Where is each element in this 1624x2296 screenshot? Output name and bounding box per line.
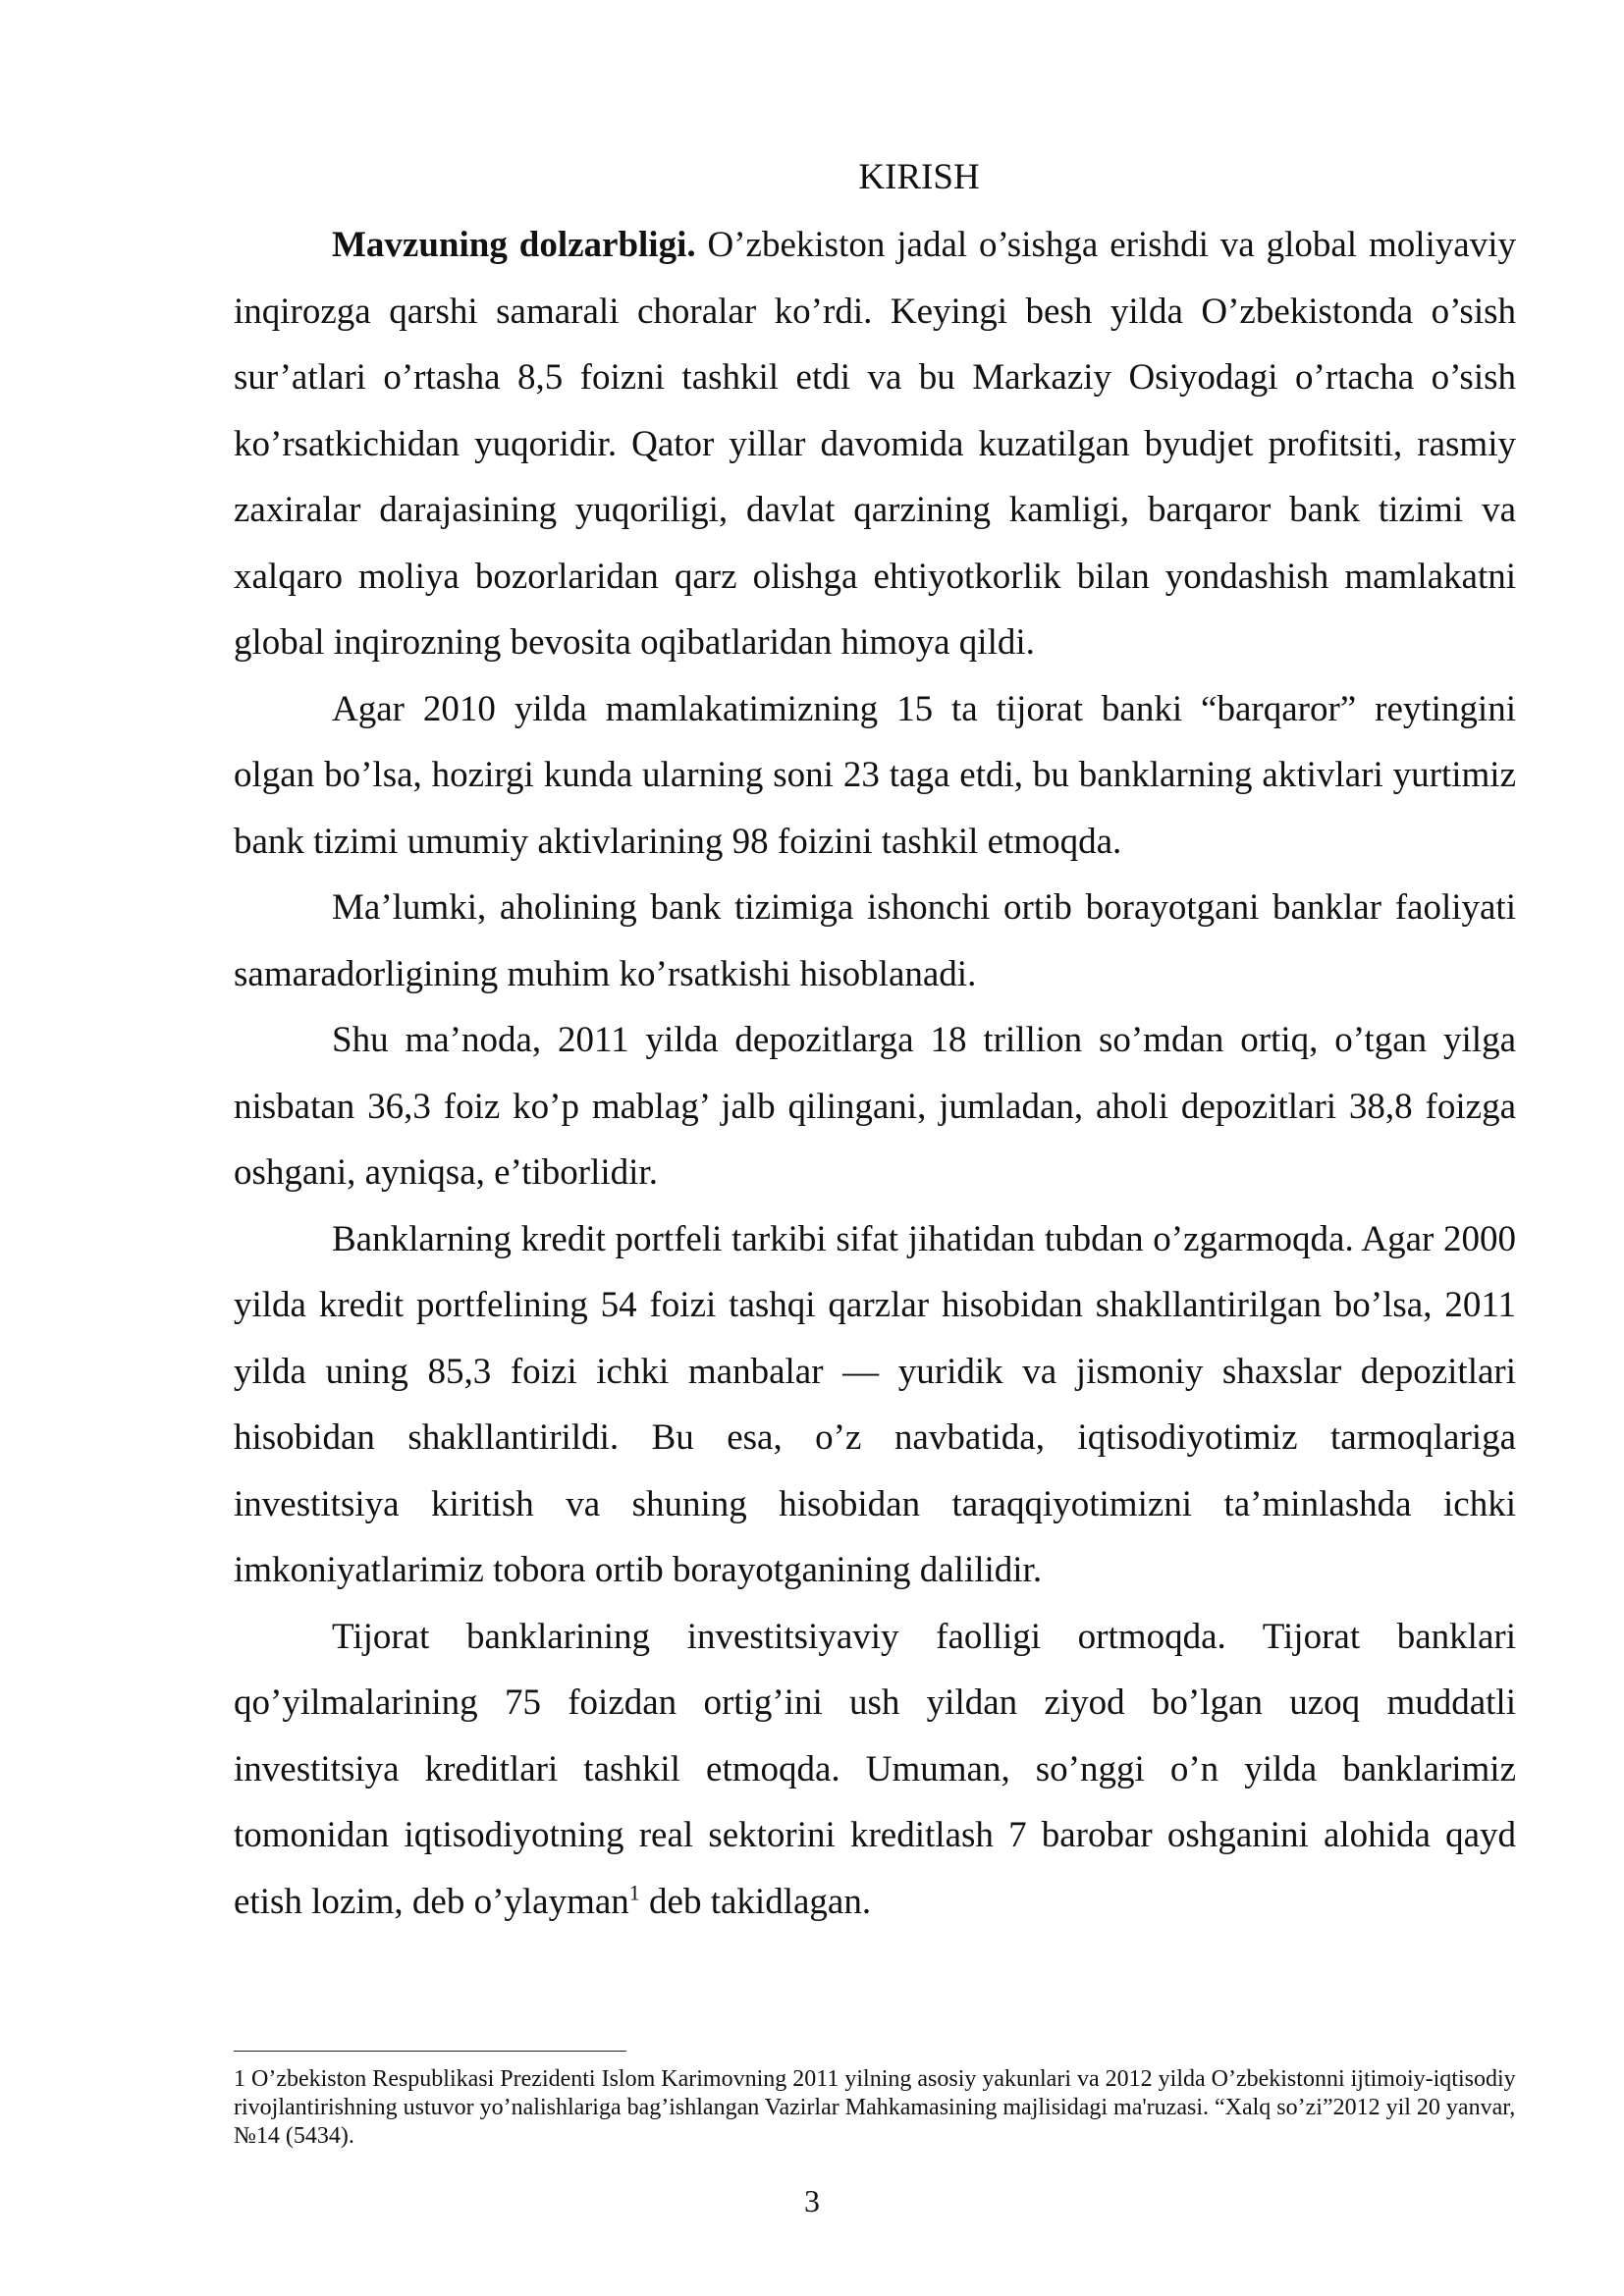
paragraph [234,1007,1516,1206]
paragraph-lead-bold: Mavzuning dolzarbligi. [332,225,696,265]
main-text [234,149,1516,1935]
paragraph-relevance [234,212,1516,676]
paragraph-text: Ma’lumki, aholining bank tizimiga ishonchi ortib borayotgani banklar faoliyati samaradorligining muhim ko’rsatkishi hisoblanadi. [234,887,1516,994]
footnote [234,2065,1516,2151]
paragraph-text-after: deb takidlagan. [639,1881,872,1922]
footnote-text: O’zbekiston Respublikasi Prezidenti Islom Karimovning 2011 yilning asosiy yakunlari va 2012 yilda O’zbekistonni ijtimoiy-iqtisodiy rivojlantirishning ustuvor yo’nalishlariga bag’ishlangan Vazirlar Mahkamasining majlisidagi ma'ruzasi. “Xalq so’zi”2012 yil 20 yanvar, №14 (5434). [234,2066,1516,2149]
paragraph-text: Tijorat banklarining investitsiyaviy faolligi ortmoqda. Tijorat banklari qo’yilmalarining 75 foizdan ortig’ini ush yildan ziyod bo’lgan uzoq muddatli investitsiya kreditlari tashkil etmoqda. Umuman, so’nggi o’n yilda banklarimiz tomonidan iqtisodiyotning real sektorini kreditlash 7 barobar oshganini alohida qayd etish lozim, deb o’ylayman [234,1616,1516,1922]
page-number: 3 [804,2183,820,2218]
paragraph-text: Agar 2010 yilda mamlakatimizning 15 ta tijorat banki “barqaror” reytingini olgan bo’lsa, hozirgi kunda ularning soni 23 taga etdi, bu banklarning aktivlari yurtimiz bank tizimi umumiy aktivlarining 98 foizini tashkil etmoqda. [234,688,1516,862]
footnote-number: 1 [234,2066,245,2092]
paragraph-text: Banklarning kredit portfeli tarkibi sifat jihatidan tubdan o’zgarmoqda. Agar 2000 yilda kredit portfelining 54 foizi tashqi qarzlar hisobidan shakllantirilgan bo’lsa, 2011 yilda uning 85,3 foizi ichki manbalar — yuridik va jismoniy shaxslar depozitlari hisobidan shakllantirildi. Bu esa, o’z navbatida, iqtisodiyotimiz tarmoqlariga investitsiya kiritish va shuning hisobidan taraqqiyotimizni ta’minlashda ichki imkoniyatlarimiz tobora ortib borayotganining dalilidir. [234,1218,1516,1590]
section-heading: KIRISH [858,157,980,197]
paragraph [234,1604,1516,1936]
footnote-reference[interactable]: 1 [628,1880,640,1905]
paragraph [234,875,1516,1007]
paragraph-text: Shu ma’noda, 2011 yilda depozitlarga 18 trillion so’mdan ortiq, o’tgan yilga nisbatan 36,3 foiz ko’p mablag’ jalb qilingani, jumladan, aholi depozitlari 38,8 foizga oshgani, ayniqsa, e’tiborlidir. [234,1020,1516,1193]
footnote-separator [234,2051,626,2052]
paragraph-text: O’zbekiston jadal o’sishga erishdi va global moliyaviy inqirozga qarshi samarali choralar ko’rdi. Keyingi besh yilda O’zbekistonda o’sish sur’atlari o’rtasha 8,5 foizni tashkil etdi va bu Markaziy Osiyodagi o’rtacha o’sish ko’rsatkichidan yuqoridir. Qator yillar davomida kuzatilgan byudjet profitsiti, rasmiy zaxiralar darajasining yuqoriligi, davlat qarzining kamligi, barqaror bank tizimi va xalqaro moliya bozorlaridan qarz olishga ehtiyotkorlik bilan yondashish mamlakatni global inqirozning bevosita oqibatlaridan himoya qildi. [234,225,1516,663]
paragraph [234,676,1516,876]
paragraph [234,1206,1516,1604]
